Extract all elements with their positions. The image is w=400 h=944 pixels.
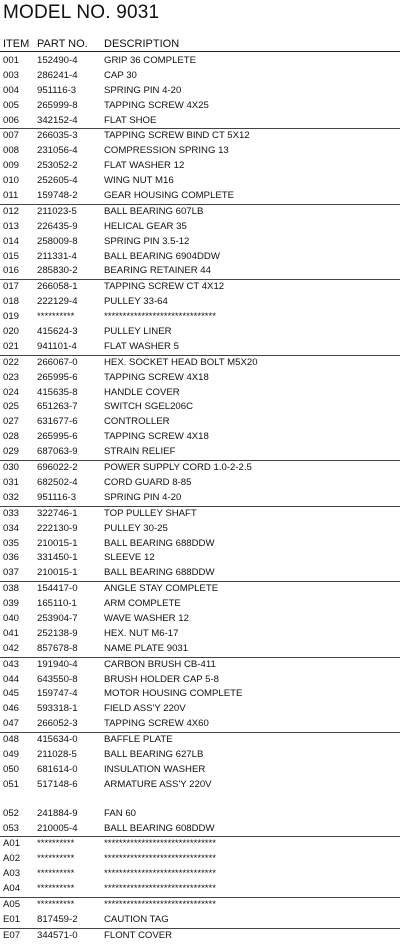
item-number: 013 — [3, 220, 20, 232]
item-number: 035 — [3, 537, 20, 549]
table-row — [0, 913, 400, 928]
part-number: 210015-1 — [37, 567, 78, 579]
part-number: 252138-9 — [37, 627, 78, 639]
part-number: 342152-4 — [37, 114, 78, 126]
item-number: A05 — [3, 898, 21, 910]
table-row — [0, 687, 400, 702]
description: SWITCH SGEL206C — [104, 401, 194, 413]
item-number: 043 — [3, 658, 20, 670]
item-number: 045 — [3, 688, 20, 700]
description: STRAIN RELIEF — [104, 446, 176, 458]
part-number: 941101-4 — [37, 340, 77, 352]
description: NAME PLATE 9031 — [104, 642, 189, 654]
part-number: 266067-0 — [37, 356, 78, 368]
table-row — [0, 430, 400, 445]
part-number: 593318-1 — [37, 703, 78, 715]
item-number: 041 — [3, 627, 20, 639]
item-number: 009 — [3, 160, 20, 172]
part-number: 266058-1 — [37, 281, 78, 293]
description: TAPPING SCREW BIND CT 5X12 — [104, 130, 250, 142]
item-number: 025 — [3, 401, 20, 413]
item-number: 022 — [3, 356, 20, 368]
item-number: 046 — [3, 703, 20, 715]
table-row — [0, 491, 400, 506]
part-number: 253904-7 — [37, 612, 78, 624]
part-number: 210015-1 — [37, 537, 78, 549]
table-row — [0, 506, 400, 522]
table-row — [0, 763, 400, 778]
description: BALL BEARING 688DDW — [104, 567, 215, 579]
description: TAPPING SCREW 4X60 — [104, 718, 209, 730]
description: MOTOR HOUSING COMPLETE — [104, 688, 243, 700]
part-number: 191940-4 — [37, 658, 78, 670]
item-number: 010 — [3, 175, 20, 187]
item-number: 031 — [3, 476, 20, 488]
description: CAUTION TAG — [104, 913, 169, 925]
table-row — [0, 128, 400, 144]
item-number: 048 — [3, 734, 20, 746]
description: TAPPING SCREW CT 4X12 — [104, 281, 225, 293]
table-row — [0, 235, 400, 250]
table-row — [0, 732, 400, 748]
item-number: A04 — [3, 883, 21, 895]
item-number: 047 — [3, 718, 20, 730]
part-number: 154417-0 — [37, 583, 78, 595]
item-number: 003 — [3, 69, 20, 81]
table-row — [0, 627, 400, 642]
description: HANDLE COVER — [104, 386, 180, 398]
table-row — [0, 54, 400, 69]
part-number: 415624-3 — [37, 326, 78, 338]
part-number: 344571-0 — [37, 929, 78, 941]
part-number: 258009-8 — [37, 235, 78, 247]
description: HEX. NUT M6-17 — [104, 627, 179, 639]
part-number: 231056-4 — [37, 145, 78, 157]
description: ****************************** — [104, 883, 217, 895]
part-number: 252605-4 — [37, 175, 78, 187]
description: FLAT WASHER 12 — [104, 160, 185, 172]
table-row — [0, 445, 400, 460]
item-number: 020 — [3, 326, 20, 338]
part-number: ********** — [37, 883, 75, 895]
table-row — [0, 144, 400, 159]
table-row — [0, 386, 400, 401]
description: PULLEY 33-64 — [104, 296, 168, 308]
table-row — [0, 69, 400, 84]
item-number: 001 — [3, 55, 20, 66]
description: CARBON BRUSH CB-411 — [104, 658, 216, 670]
part-number: ********** — [37, 311, 75, 323]
item-number: 053 — [3, 822, 20, 834]
part-number: ********** — [37, 868, 75, 880]
description: GEAR HOUSING COMPLETE — [104, 190, 235, 202]
part-number: 222130-9 — [37, 522, 78, 534]
part-number: 857678-8 — [37, 642, 78, 654]
table-row — [0, 612, 400, 627]
table-row — [0, 325, 400, 340]
table-row — [0, 355, 400, 371]
part-number: 266035-3 — [37, 130, 78, 142]
table-row — [0, 882, 400, 897]
item-number: 017 — [3, 281, 20, 293]
description: BRUSH HOLDER CAP 5-8 — [104, 673, 219, 685]
part-number: 265995-6 — [37, 431, 78, 443]
table-row — [0, 897, 400, 913]
table-row — [0, 415, 400, 430]
part-number: 253052-2 — [37, 160, 78, 172]
part-number: 817459-2 — [37, 913, 78, 925]
part-number: 951116-3 — [37, 491, 77, 503]
table-row — [0, 928, 400, 944]
description: CONTROLLER — [104, 416, 170, 428]
table-row — [0, 836, 400, 852]
header-part-no: PART NO. — [37, 38, 88, 50]
description: INSULATION WASHER — [104, 763, 206, 775]
description: BALL BEARING 688DDW — [104, 537, 215, 549]
item-number: 049 — [3, 748, 20, 760]
part-number: ********** — [37, 838, 75, 850]
description: BEARING RETAINER 44 — [104, 265, 211, 277]
item-number: E01 — [3, 913, 21, 925]
item-number: 037 — [3, 567, 20, 579]
item-number: 014 — [3, 235, 20, 247]
part-number: 222129-4 — [37, 296, 78, 308]
description: ****************************** — [104, 853, 217, 865]
description: BALL BEARING 608DDW — [104, 822, 215, 834]
table-row — [0, 581, 400, 597]
description: COMPRESSION SPRING 13 — [104, 145, 229, 157]
part-number: 415635-8 — [37, 386, 78, 398]
header-item: ITEM — [3, 38, 30, 50]
table-row — [0, 807, 400, 822]
description: HELICAL GEAR 35 — [104, 220, 187, 232]
item-number: 012 — [3, 205, 20, 217]
item-number: E07 — [3, 929, 21, 941]
description: WING NUT M16 — [104, 175, 174, 187]
table-row — [0, 189, 400, 204]
description: CAP 30 — [104, 69, 137, 81]
item-number: 032 — [3, 491, 20, 503]
item-number: 004 — [3, 84, 20, 96]
description: TAPPING SCREW 4X18 — [104, 371, 209, 383]
header-rule — [0, 51, 400, 52]
parts-table — [0, 54, 400, 944]
description: ARM COMPLETE — [104, 598, 181, 610]
part-number: 226435-9 — [37, 220, 78, 232]
part-number: 159748-2 — [37, 190, 78, 202]
table-row — [0, 84, 400, 99]
description: ARMATURE ASS'Y 220V — [104, 778, 212, 790]
part-number: 682502-4 — [37, 476, 78, 488]
table-row — [0, 476, 400, 491]
item-number: 008 — [3, 145, 20, 157]
part-number: 681614-0 — [37, 763, 78, 775]
part-number: 331450-1 — [37, 552, 78, 564]
description: BAFFLE PLATE — [104, 734, 173, 746]
table-row — [0, 867, 400, 882]
table-row — [0, 204, 400, 220]
item-number: 029 — [3, 446, 20, 458]
table-row — [0, 295, 400, 310]
part-number: 415634-0 — [37, 734, 78, 746]
item-number: 019 — [3, 311, 20, 323]
table-row — [0, 114, 400, 129]
item-number: 018 — [3, 296, 20, 308]
description: ****************************** — [104, 838, 217, 850]
page-title: MODEL NO. 9031 — [3, 2, 160, 23]
description: BALL BEARING 627LB — [104, 748, 204, 760]
part-number: 211023-5 — [37, 205, 77, 217]
item-number: 011 — [3, 190, 19, 202]
part-number: 951116-3 — [37, 84, 77, 96]
description: BALL BEARING 607LB — [104, 205, 204, 217]
item-number: 051 — [3, 778, 20, 790]
item-number: 005 — [3, 99, 20, 111]
table-row — [0, 778, 400, 793]
description: SPRING PIN 4-20 — [104, 491, 182, 503]
description: POWER SUPPLY CORD 1.0-2-2.5 — [104, 462, 252, 474]
table-row — [0, 657, 400, 673]
description: ****************************** — [104, 868, 217, 880]
description: CORD GUARD 8-85 — [104, 476, 192, 488]
part-number: 286241-4 — [37, 69, 78, 81]
table-row — [0, 174, 400, 189]
table-row — [0, 279, 400, 295]
item-number: 042 — [3, 642, 20, 654]
description: SPRING PIN 3.5-12 — [104, 235, 190, 247]
item-number: 034 — [3, 522, 20, 534]
part-number: 696022-2 — [37, 462, 78, 474]
item-number: 050 — [3, 763, 20, 775]
item-number: A03 — [3, 868, 21, 880]
item-number: 030 — [3, 462, 20, 474]
table-row — [0, 250, 400, 265]
description: SLEEVE 12 — [104, 552, 155, 564]
table-row — [0, 642, 400, 657]
item-number: 023 — [3, 371, 20, 383]
description: TOP PULLEY SHAFT — [104, 507, 197, 519]
table-row — [0, 673, 400, 688]
table-row — [0, 460, 400, 476]
description: PULLEY 30-25 — [104, 522, 168, 534]
part-number: 631677-6 — [37, 416, 78, 428]
table-row — [0, 159, 400, 174]
item-number: A01 — [3, 838, 21, 850]
description: SPRING PIN 4-20 — [104, 84, 182, 96]
item-number: 021 — [3, 340, 20, 352]
part-number: 210005-4 — [37, 822, 78, 834]
item-number: 028 — [3, 431, 20, 443]
description: HEX. SOCKET HEAD BOLT M5X20 — [104, 356, 258, 368]
item-number: 039 — [3, 598, 20, 610]
table-row — [0, 340, 400, 355]
table-row — [0, 310, 400, 325]
item-number: 024 — [3, 386, 20, 398]
description: TAPPING SCREW 4X18 — [104, 431, 209, 443]
table-row — [0, 220, 400, 235]
table-row — [0, 748, 400, 763]
description: ****************************** — [104, 311, 217, 323]
item-number: 040 — [3, 612, 20, 624]
item-number: 007 — [3, 130, 20, 142]
description: FLONT COVER — [104, 929, 173, 941]
part-number: 517148-6 — [37, 778, 78, 790]
item-number: A02 — [3, 853, 21, 865]
part-number: 643550-8 — [37, 673, 78, 685]
item-number: 044 — [3, 673, 20, 685]
table-row — [0, 371, 400, 386]
table-row — [0, 264, 400, 279]
item-number: 027 — [3, 416, 20, 428]
part-number: 165110-1 — [37, 598, 77, 610]
table-row — [0, 99, 400, 114]
part-number: 211331-4 — [37, 250, 77, 262]
item-number: 036 — [3, 552, 20, 564]
part-number: 241884-9 — [37, 807, 78, 819]
item-number: 006 — [3, 114, 20, 126]
description: PULLEY LINER — [104, 326, 172, 338]
part-number: 651263-7 — [37, 401, 78, 413]
part-number: 266052-3 — [37, 718, 78, 730]
table-row — [0, 822, 400, 837]
table-row — [0, 597, 400, 612]
description: GRIP 36 COMPLETE — [104, 55, 197, 66]
table-row — [0, 702, 400, 717]
table-row — [0, 852, 400, 867]
table-row — [0, 537, 400, 552]
header-description: DESCRIPTION — [104, 38, 180, 50]
item-number: 052 — [3, 807, 20, 819]
description: FIELD ASS'Y 220V — [104, 703, 186, 715]
description: BALL BEARING 6904DDW — [104, 250, 220, 262]
description: FLAT SHOE — [104, 114, 157, 126]
description: WAVE WASHER 12 — [104, 612, 189, 624]
part-number: 265999-8 — [37, 99, 78, 111]
part-number: 265995-6 — [37, 371, 78, 383]
table-row — [0, 717, 400, 732]
item-number: 038 — [3, 583, 20, 595]
part-number: 159747-4 — [37, 688, 78, 700]
table-row — [0, 522, 400, 537]
table-row — [0, 551, 400, 566]
description: FAN 60 — [104, 807, 136, 819]
part-number: ********** — [37, 853, 75, 865]
part-number: 285830-2 — [37, 265, 78, 277]
table-row — [0, 400, 400, 415]
part-number: 322746-1 — [37, 507, 78, 519]
item-number: 015 — [3, 250, 20, 262]
description: ****************************** — [104, 898, 217, 910]
item-number: 016 — [3, 265, 20, 277]
item-number: 033 — [3, 507, 20, 519]
part-number: ********** — [37, 898, 75, 910]
description: FLAT WASHER 5 — [104, 340, 179, 352]
part-number: 687063-9 — [37, 446, 78, 458]
table-row — [0, 566, 400, 581]
part-number: 152490-4 — [37, 55, 78, 66]
part-number: 211028-5 — [37, 748, 77, 760]
description: TAPPING SCREW 4X25 — [104, 99, 209, 111]
description: ANGLE STAY COMPLETE — [104, 583, 219, 595]
